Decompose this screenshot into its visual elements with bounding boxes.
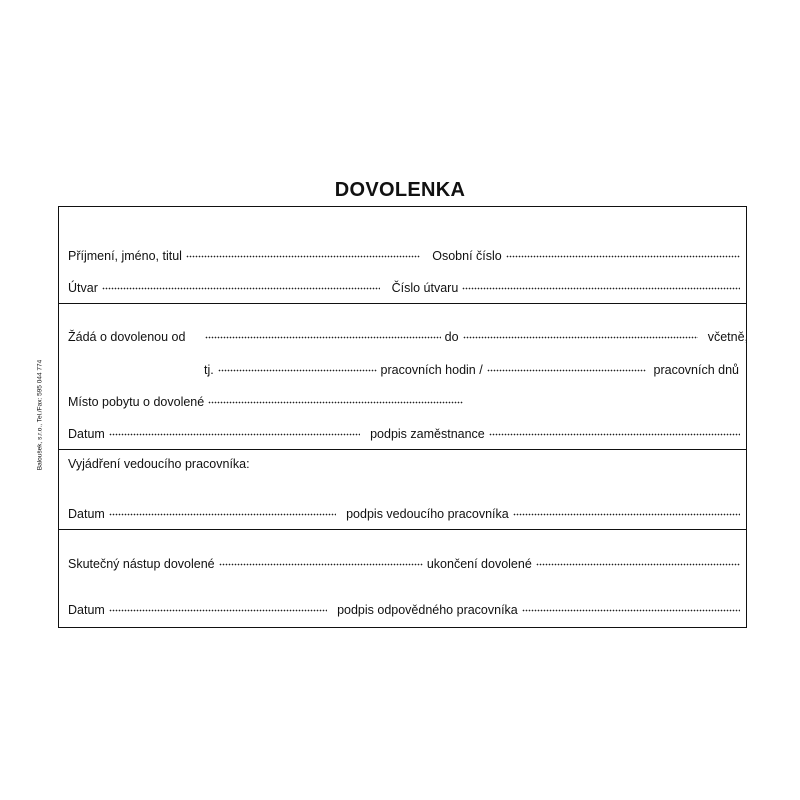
row-manager-statement: [68, 457, 368, 471]
label-manager-signature: podpis vedoucího pracovníka: [346, 506, 509, 521]
label-date: Datum: [68, 506, 105, 521]
field-place-of-stay[interactable]: [208, 392, 463, 406]
section-divider-3: [59, 529, 746, 530]
field-working-hours[interactable]: [218, 360, 377, 374]
row-date-responsible-signature: [68, 600, 740, 617]
row-date-manager-signature: [68, 504, 740, 521]
field-leave-to[interactable]: [463, 327, 698, 341]
label-end: ukončení dovolené: [426, 556, 532, 571]
publisher-imprint-text: Baloušek, s.r.o., Tel./Fax: 595 044 774: [36, 359, 44, 471]
label-ie: tj.: [204, 362, 214, 377]
row-leave-period: [68, 327, 748, 344]
field-department-number[interactable]: [462, 278, 740, 292]
label-department: Útvar: [68, 280, 98, 295]
field-department[interactable]: [102, 278, 380, 292]
label-to: do: [444, 329, 459, 344]
label-responsible-signature: podpis odpovědného pracovníka: [337, 602, 518, 617]
label-employee-signature: podpis zaměstnance: [370, 426, 485, 441]
section-divider-2: [59, 449, 746, 450]
label-surname-name-title: Příjmení, jméno, titul: [68, 248, 182, 263]
label-actual-start: Skutečný nástup dovolené: [68, 556, 215, 571]
field-manager-signature[interactable]: [513, 504, 740, 518]
row-department: [68, 278, 740, 295]
row-name-personal-number: [68, 246, 740, 263]
field-actual-start[interactable]: [219, 554, 423, 568]
label-department-number: Číslo útvaru: [391, 280, 459, 295]
row-place-of-stay: [68, 392, 463, 409]
field-request-date[interactable]: [109, 424, 360, 438]
row-actual-start-end: [68, 554, 740, 571]
form-title: DOVOLENKA: [334, 179, 466, 201]
label-inclusive: včetně,: [707, 329, 748, 344]
label-working-hours: pracovních hodin /: [380, 362, 483, 377]
section-divider-1: [59, 303, 746, 304]
publisher-imprint: [35, 340, 45, 490]
label-working-days: pracovních dnů: [653, 362, 739, 377]
field-leave-from[interactable]: [205, 327, 440, 341]
field-working-days[interactable]: [487, 360, 646, 374]
field-actual-end[interactable]: [536, 554, 740, 568]
field-actual-date[interactable]: [109, 600, 327, 614]
label-date: Datum: [68, 602, 105, 617]
label-manager-statement: Vyjádření vedoucího pracovníka:: [68, 457, 250, 471]
field-manager-date[interactable]: [109, 504, 336, 518]
label-place-of-stay: Místo pobytu o dovolené: [68, 394, 205, 409]
field-surname-name-title[interactable]: [186, 246, 420, 260]
field-personal-number[interactable]: [506, 246, 740, 260]
leave-request-form: [58, 206, 747, 628]
field-responsible-signature[interactable]: [522, 600, 740, 614]
label-requests-from: Žádá o dovolenou od: [68, 329, 186, 344]
row-hours-days: [204, 360, 739, 377]
label-personal-number: Osobní číslo: [432, 248, 502, 263]
label-date: Datum: [68, 426, 105, 441]
field-employee-signature[interactable]: [489, 424, 740, 438]
row-date-employee-signature: [68, 424, 740, 441]
